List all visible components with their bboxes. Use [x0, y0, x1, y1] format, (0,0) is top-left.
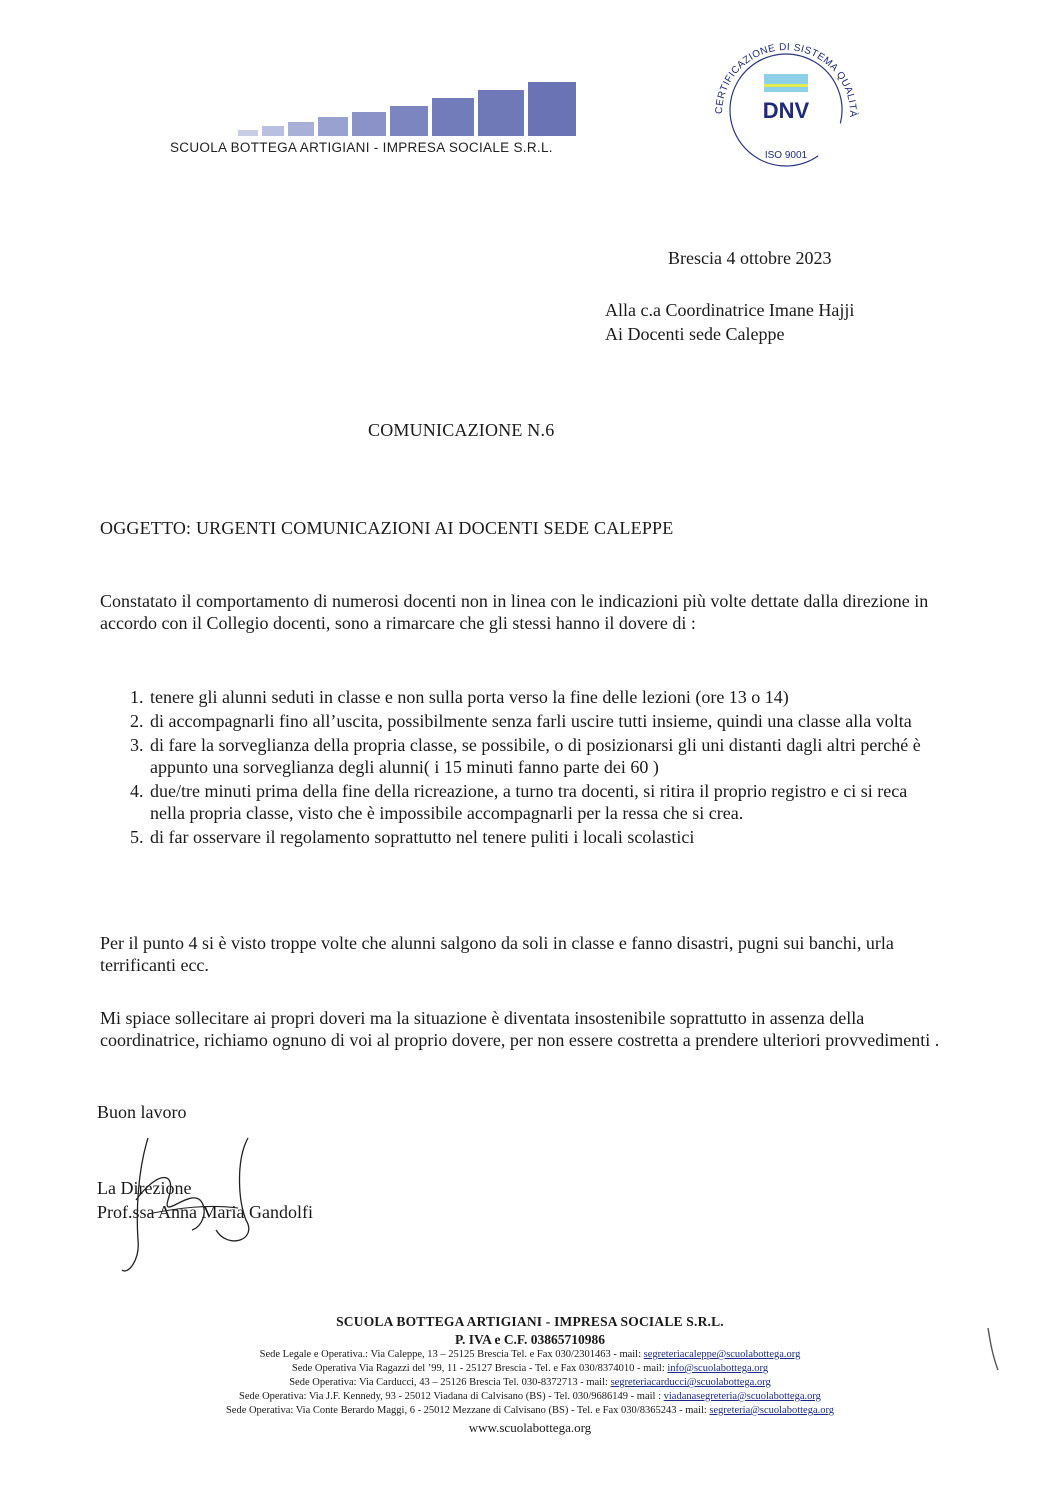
list-item: 4. due/tre minuti prima della fine della ricreazione, a turno tra docenti, si ritira il proprio registro e ci si reca nella propria classe, visto che è impossibile accompagnarli per la ressa che si crea. — [130, 781, 908, 823]
list-item: 3. di fare la sorveglianza della propria classe, se possibile, o di posizionarsi gli uni distanti dagli altri perché è appunto una sorveglianza degli alunni( i 15 minuti fanno parte dei 60 ) — [130, 735, 921, 777]
footer-company-name: SCUOLA BOTTEGA ARTIGIANI - IMPRESA SOCIALE S.R.L. — [336, 1314, 724, 1329]
letter-date: Brescia 4 ottobre 2023 — [668, 248, 832, 268]
handwritten-signature — [108, 1130, 288, 1280]
recipients-block — [605, 298, 854, 346]
greeting: Buon lavoro — [97, 1102, 187, 1122]
footer — [150, 1314, 910, 1436]
list-item: 5. di far osservare il regolamento soprattutto nel tenere puliti i locali scolastici — [130, 827, 695, 847]
footer-site-line: Sede Legale e Operativa.: Via Caleppe, 13 – 25125 Brescia Tel. e Fax 030/2301463 - mail: segreteriacaleppe@scuolabottega.org — [259, 1349, 801, 1360]
pen-mark — [984, 1326, 1004, 1374]
list-item: 2. di accompagnarli fino all’uscita, possibilmente senza farli uscire tutti insieme, quindi una classe alla volta — [130, 711, 912, 731]
footer-site-line: Sede Operativa: Via J.F. Kennedy, 93 - 25012 Viadana di Calvisano (BS) - Tel. 030/9686149 - mail : viadanasegreteria@scuolabottega.org — [239, 1391, 821, 1402]
email-link[interactable]: info@scuolabottega.org — [667, 1363, 769, 1374]
duties-list — [100, 686, 940, 850]
sign-name: Prof.ssa Anna Maria Gandolfi — [97, 1202, 313, 1222]
recipient-line: Alla c.a Coordinatrice Imane Hajji — [605, 300, 855, 320]
footer-site-line: Sede Operativa Via Ragazzi del ’99, 11 - 25127 Brescia - Tel. e Fax 030/8374010 - mail: info@scuolabottega.org — [291, 1363, 769, 1374]
intro-paragraph: Constatato il comportamento di numerosi docenti non in linea con le indicazioni più volte dettate dalla direzione in accordo con il Collegio docenti, sono a rimarcare che gli stessi hanno il dovere di : — [100, 591, 929, 633]
seal-arc-text: CERTIFICAZIONE DI SISTEMA QUALITÀ — [713, 41, 859, 118]
sign-role: La Direzione — [97, 1178, 192, 1198]
letter-subject: OGGETTO: URGENTI COMUNICAZIONI AI DOCENTI SEDE CALEPPE — [100, 518, 674, 538]
recipient-line: Ai Docenti sede Caleppe — [605, 324, 785, 344]
footer-vat: P. IVA e C.F. 03865710986 — [455, 1332, 605, 1347]
closing-paragraph: Mi spiace sollecitare ai propri doveri ma la situazione è diventata insostenibile soprattutto in assenza della coordinatrice, richiamo ognuno di voi al proprio dovere, per non essere costretta a prendere ulteriori provvedimenti . — [100, 1008, 940, 1050]
website-link[interactable]: www.scuolabottega.org — [468, 1420, 592, 1435]
footer-site-line: Sede Operativa: Via Carducci, 43 – 25126 Brescia Tel. 030-8372713 - mail: segreteriacarducci@scuolabottega.org — [289, 1377, 771, 1388]
email-link[interactable]: segreteriacarducci@scuolabottega.org — [610, 1377, 771, 1388]
email-link[interactable]: viadanasegreteria@scuolabottega.org — [663, 1391, 821, 1402]
list-item: 1. tenere gli alunni seduti in classe e non sulla porta verso la fine delle lezioni (ore 13 o 14) — [130, 687, 789, 707]
seal-standard: ISO 9001 — [764, 150, 808, 161]
note-paragraph: Per il punto 4 si è visto troppe volte che alunni salgono da soli in classe e fanno disastri, pugni sui banchi, urla terrificanti ecc. — [100, 933, 894, 975]
header-company-name: SCUOLA BOTTEGA ARTIGIANI - IMPRESA SOCIALE S.R.L. — [170, 140, 553, 155]
email-link[interactable]: segreteriacaleppe@scuolabottega.org — [643, 1349, 801, 1360]
company-logo — [150, 70, 570, 170]
communication-title: COMUNICAZIONE N.6 — [368, 420, 555, 440]
email-link[interactable]: segreteria@scuolabottega.org — [709, 1405, 835, 1416]
dnv-certification-seal — [700, 22, 870, 172]
seal-brand: DNV — [762, 98, 810, 123]
footer-site-line: Sede Operativa: Via Conte Berardo Maggi, 6 - 25012 Mezzane di Calvisano (BS) - Tel. e Fax 030/8365243 - mail: segreteria@scuolabottega.org — [225, 1405, 835, 1416]
